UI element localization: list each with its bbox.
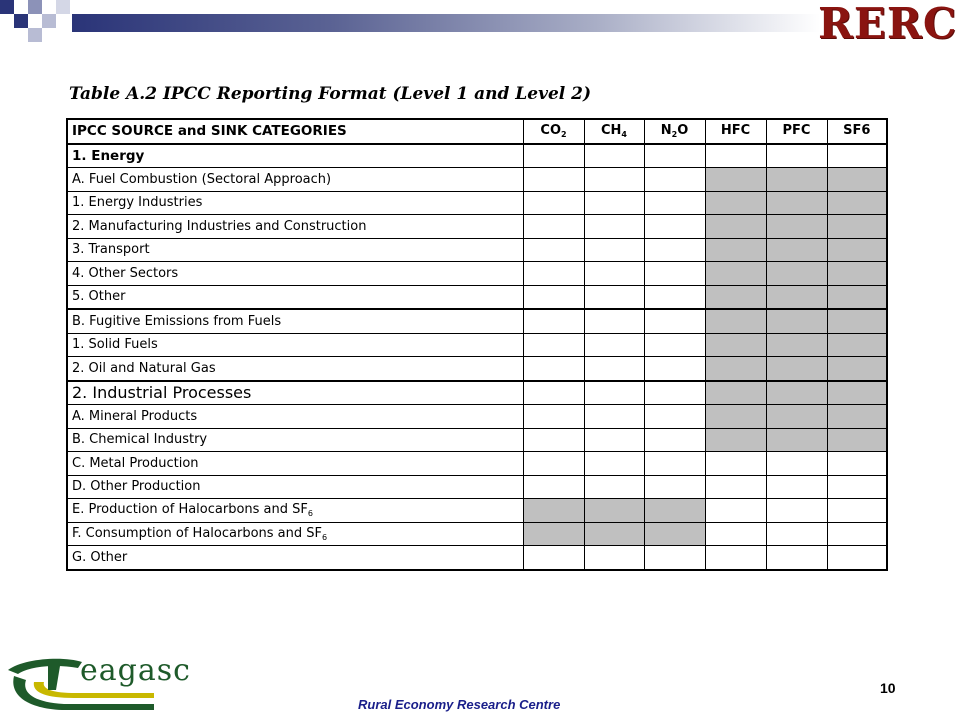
gas-base: CO <box>540 123 561 139</box>
category-subscript: 6 <box>307 509 313 519</box>
data-entry-cell <box>705 499 766 523</box>
data-entry-cell <box>644 475 705 499</box>
not-applicable-cell <box>827 428 887 452</box>
not-applicable-cell <box>766 405 827 429</box>
category-column-header: IPCC SOURCE and SINK CATEGORIES <box>67 119 523 144</box>
data-entry-cell <box>644 215 705 239</box>
data-entry-cell <box>644 428 705 452</box>
category-label: D. Other Production <box>72 479 201 495</box>
data-entry-cell <box>523 215 584 239</box>
not-applicable-cell <box>766 215 827 239</box>
data-entry-cell <box>644 546 705 570</box>
header-gradient-bar <box>72 14 820 32</box>
table-header-row <box>67 119 887 144</box>
page-number: 10 <box>880 680 896 696</box>
not-applicable-cell <box>766 309 827 333</box>
data-entry-cell <box>705 475 766 499</box>
table-row <box>67 405 887 429</box>
category-cell <box>67 381 523 405</box>
data-entry-cell <box>584 168 644 192</box>
data-entry-cell <box>523 546 584 570</box>
table-title: Table A.2 IPCC Reporting Format (Level 1 and Level 2) <box>69 84 592 104</box>
category-label: 2. Industrial Processes <box>72 383 252 403</box>
table-row <box>67 285 887 309</box>
data-entry-cell <box>523 381 584 405</box>
not-applicable-cell <box>705 428 766 452</box>
gas-rest: O <box>677 123 689 139</box>
table-row <box>67 499 887 523</box>
data-entry-cell <box>644 191 705 215</box>
data-entry-cell <box>827 144 887 168</box>
not-applicable-cell <box>766 285 827 309</box>
not-applicable-cell <box>827 357 887 381</box>
category-label: 1. Energy Industries <box>72 195 203 211</box>
table-row <box>67 475 887 499</box>
not-applicable-cell <box>827 238 887 262</box>
not-applicable-cell <box>766 381 827 405</box>
gas-column-header <box>523 119 584 144</box>
data-entry-cell <box>523 428 584 452</box>
category-label: 2. Oil and Natural Gas <box>72 360 216 376</box>
category-label: 4. Other Sectors <box>72 265 179 281</box>
not-applicable-cell <box>523 522 584 546</box>
not-applicable-cell <box>827 191 887 215</box>
data-entry-cell <box>523 452 584 476</box>
category-label: C. Metal Production <box>72 455 199 471</box>
not-applicable-cell <box>705 405 766 429</box>
data-entry-cell <box>584 144 644 168</box>
table-row <box>67 309 887 333</box>
data-entry-cell <box>644 381 705 405</box>
not-applicable-cell <box>705 381 766 405</box>
data-entry-cell <box>644 168 705 192</box>
category-cell <box>67 285 523 309</box>
data-entry-cell <box>705 144 766 168</box>
data-entry-cell <box>584 191 644 215</box>
data-entry-cell <box>644 333 705 357</box>
gas-subscript: 2 <box>671 130 678 140</box>
category-cell <box>67 405 523 429</box>
category-label: 3. Transport <box>72 242 150 258</box>
footer-centre-name: Rural Economy Research Centre <box>358 697 561 712</box>
category-cell <box>67 475 523 499</box>
data-entry-cell <box>644 262 705 286</box>
data-entry-cell <box>827 452 887 476</box>
gas-column-header <box>766 119 827 144</box>
category-cell <box>67 309 523 333</box>
gas-base: PFC <box>782 123 811 139</box>
category-cell <box>67 333 523 357</box>
decorative-square <box>28 0 42 14</box>
not-applicable-cell <box>766 262 827 286</box>
data-entry-cell <box>766 475 827 499</box>
not-applicable-cell <box>705 215 766 239</box>
not-applicable-cell <box>766 238 827 262</box>
not-applicable-cell <box>827 168 887 192</box>
gas-base: N <box>660 123 672 139</box>
not-applicable-cell <box>705 262 766 286</box>
category-cell <box>67 452 523 476</box>
gas-column-header <box>584 119 644 144</box>
data-entry-cell <box>523 475 584 499</box>
category-label: A. Fuel Combustion (Sectoral Approach) <box>72 171 332 187</box>
data-entry-cell <box>644 357 705 381</box>
not-applicable-cell <box>644 499 705 523</box>
category-subscript: 6 <box>321 532 328 542</box>
category-label: B. Fugitive Emissions from Fuels <box>72 313 282 329</box>
data-entry-cell <box>766 499 827 523</box>
not-applicable-cell <box>705 191 766 215</box>
data-entry-cell <box>827 522 887 546</box>
table-row <box>67 262 887 286</box>
data-entry-cell <box>523 191 584 215</box>
gas-column-header <box>644 119 705 144</box>
data-entry-cell <box>584 475 644 499</box>
gas-subscript: 2 <box>561 130 567 140</box>
category-label: 5. Other <box>72 289 126 305</box>
table-row <box>67 381 887 405</box>
gas-column-header <box>827 119 887 144</box>
not-applicable-cell <box>584 522 644 546</box>
not-applicable-cell <box>644 522 705 546</box>
not-applicable-cell <box>766 168 827 192</box>
category-cell <box>67 262 523 286</box>
data-entry-cell <box>584 428 644 452</box>
data-entry-cell <box>644 238 705 262</box>
not-applicable-cell <box>523 499 584 523</box>
category-label: G. Other <box>72 549 128 565</box>
data-entry-cell <box>523 357 584 381</box>
data-entry-cell <box>584 381 644 405</box>
data-entry-cell <box>523 144 584 168</box>
decorative-square <box>28 28 42 42</box>
table-row <box>67 191 887 215</box>
not-applicable-cell <box>766 191 827 215</box>
table-row <box>67 428 887 452</box>
category-label: F. Consumption of Halocarbons and SF <box>72 525 322 541</box>
data-entry-cell <box>584 285 644 309</box>
gas-base: CH <box>601 123 622 139</box>
not-applicable-cell <box>705 357 766 381</box>
category-label: 1. Solid Fuels <box>72 337 158 353</box>
gas-column-header <box>705 119 766 144</box>
category-label: 1. Energy <box>72 147 145 164</box>
data-entry-cell <box>584 238 644 262</box>
data-entry-cell <box>584 546 644 570</box>
not-applicable-cell <box>705 168 766 192</box>
not-applicable-cell <box>584 499 644 523</box>
data-entry-cell <box>705 452 766 476</box>
data-entry-cell <box>523 309 584 333</box>
data-entry-cell <box>766 546 827 570</box>
data-entry-cell <box>766 522 827 546</box>
gas-base: SF6 <box>843 123 871 139</box>
ipcc-reporting-table <box>66 118 888 571</box>
category-cell <box>67 191 523 215</box>
rerc-logo: RERC <box>818 0 958 48</box>
not-applicable-cell <box>827 309 887 333</box>
category-cell <box>67 168 523 192</box>
data-entry-cell <box>584 357 644 381</box>
data-entry-cell <box>705 546 766 570</box>
not-applicable-cell <box>705 238 766 262</box>
not-applicable-cell <box>766 357 827 381</box>
category-cell <box>67 357 523 381</box>
teagasc-logo-text: eagasc <box>80 653 191 688</box>
table-row <box>67 522 887 546</box>
category-label: E. Production of Halocarbons and SF <box>72 502 308 518</box>
not-applicable-cell <box>705 285 766 309</box>
not-applicable-cell <box>827 262 887 286</box>
data-entry-cell <box>523 285 584 309</box>
category-cell <box>67 546 523 570</box>
not-applicable-cell <box>827 215 887 239</box>
data-entry-cell <box>584 405 644 429</box>
not-applicable-cell <box>827 333 887 357</box>
table-row <box>67 168 887 192</box>
not-applicable-cell <box>827 405 887 429</box>
decorative-square <box>56 0 70 14</box>
not-applicable-cell <box>827 285 887 309</box>
decorative-square <box>42 14 56 28</box>
data-entry-cell <box>644 452 705 476</box>
decorative-square <box>0 0 14 14</box>
data-entry-cell <box>827 475 887 499</box>
data-entry-cell <box>523 333 584 357</box>
table-row <box>67 357 887 381</box>
not-applicable-cell <box>766 333 827 357</box>
decorative-square <box>14 14 28 28</box>
category-cell <box>67 428 523 452</box>
data-entry-cell <box>766 144 827 168</box>
data-entry-cell <box>584 309 644 333</box>
data-entry-cell <box>584 215 644 239</box>
category-cell <box>67 215 523 239</box>
category-label: A. Mineral Products <box>72 408 198 424</box>
header-band <box>0 0 960 50</box>
data-entry-cell <box>584 262 644 286</box>
table-row <box>67 452 887 476</box>
category-cell <box>67 522 523 546</box>
category-cell <box>67 144 523 168</box>
table-row <box>67 546 887 570</box>
not-applicable-cell <box>705 309 766 333</box>
data-entry-cell <box>644 405 705 429</box>
data-entry-cell <box>705 522 766 546</box>
not-applicable-cell <box>827 381 887 405</box>
not-applicable-cell <box>705 333 766 357</box>
data-entry-cell <box>827 499 887 523</box>
gas-subscript: 4 <box>621 130 627 140</box>
table-row <box>67 144 887 168</box>
data-entry-cell <box>644 309 705 333</box>
data-entry-cell <box>523 168 584 192</box>
data-entry-cell <box>523 405 584 429</box>
table-row <box>67 238 887 262</box>
category-cell <box>67 499 523 523</box>
data-entry-cell <box>766 452 827 476</box>
data-entry-cell <box>523 238 584 262</box>
data-entry-cell <box>827 546 887 570</box>
data-entry-cell <box>584 452 644 476</box>
gas-base: HFC <box>720 123 751 139</box>
data-entry-cell <box>523 262 584 286</box>
table-row <box>67 333 887 357</box>
category-label: B. Chemical Industry <box>72 432 208 448</box>
not-applicable-cell <box>766 428 827 452</box>
category-cell <box>67 238 523 262</box>
data-entry-cell <box>644 285 705 309</box>
table-body <box>67 144 887 570</box>
category-label: 2. Manufacturing Industries and Construction <box>72 218 367 234</box>
data-entry-cell <box>584 333 644 357</box>
table-row <box>67 215 887 239</box>
data-entry-cell <box>644 144 705 168</box>
